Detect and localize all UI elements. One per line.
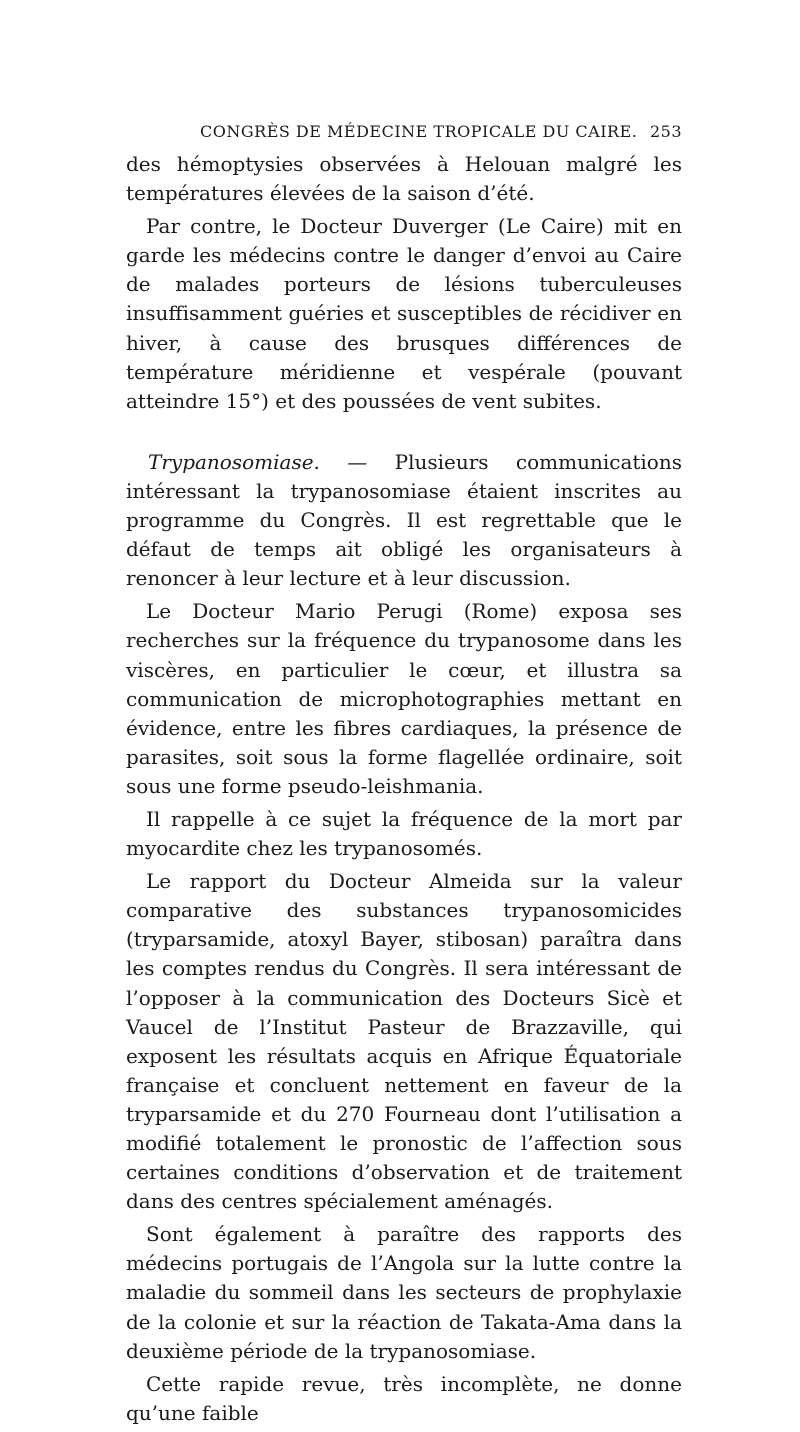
- paragraph: Il rappelle à ce sujet la fréquence de la mort par myocardite chez les trypanosomés.: [126, 806, 682, 861]
- running-header: [200, 122, 682, 141]
- page-number: 253: [649, 122, 682, 141]
- paragraph: Le rapport du Docteur Almeida sur la valeur comparative des substances trypanosomicides (tryparsamide, atoxyl Bayer, stibosan) paraîtra dans les comptes rendus du Congrès. Il sera intéressant de l’opposer à la communication des Docteurs Sicè et Vaucel de l’Institut Pasteur de Brazzaville, qui exposent les résultats acquis en Afrique Équatoriale française et concluent nettement en faveur de la tryparsamide et du 270 Fourneau dont l’utilisation a modifié totalement le pronostic de l’affection sous certaines conditions d’observation et de traitement dans des centres spécialement aménagés.: [126, 869, 682, 1214]
- paragraph-text: Plusieurs communications intéressant la trypanosomiase étaient inscrites au programme du Congrès. Il est regrettable que le défaut de temps ait obligé les organisateurs à renoncer à leur lecture et à leur discussion.: [126, 449, 682, 591]
- body-text: [126, 150, 682, 1432]
- paragraph: Le Docteur Mario Perugi (Rome) exposa ses recherches sur la fréquence du trypanosome dans les viscères, en particulier le cœur, et illustra sa communication de microphotographies mettant en évidence, entre les fibres cardiaques, la présence de parasites, soit sous la forme flagellée ordinaire, soit sous une forme pseudo-leishmania.: [126, 599, 682, 798]
- paragraph: Cette rapide revue, très incomplète, ne donne qu’une faible: [126, 1371, 682, 1425]
- paragraph: Par contre, le Docteur Duverger (Le Caire) mit en garde les médecins contre le danger d’envoi au Caire de malades porteurs de lésions tuberculeuses insuffisamment guéries et susceptibles de récidiver en hiver, à cause des brusques différences de température méridienne et vespérale (pouvant atteindre 15°) et des poussées de vent subites.: [126, 214, 682, 413]
- section-paragraph: [126, 448, 682, 593]
- paragraph: des hémoptysies observées à Helouan malgré les températures élevées de la saison d’été.: [126, 152, 682, 206]
- running-title: CONGRÈS DE MÉDECINE TROPICALE DU CAIRE.: [200, 122, 638, 141]
- paragraph: Sont également à paraître des rapports des médecins portugais de l’Angola sur la lutte contre la maladie du sommeil dans les secteurs de prophylaxie de la colonie et sur la réaction de Takata-Ama dans la deuxième période de la trypanosomiase.: [126, 1222, 682, 1363]
- section-heading: Trypanosomiase. —: [148, 449, 368, 474]
